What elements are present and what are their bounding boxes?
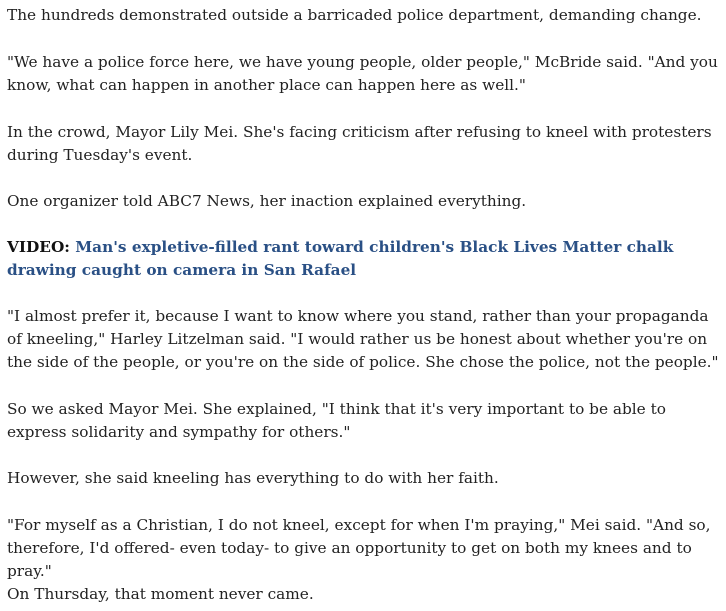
paragraph-organizer: One organizer told ABC7 News, her inaction explained everything. (7, 192, 527, 210)
video-related-link-paragraph (7, 236, 719, 282)
paragraph-faith: However, she said kneeling has everything to do with her faith. (7, 469, 499, 487)
paragraph-demonstration: The hundreds demonstrated outside a barricaded police department, demanding change. (7, 6, 702, 24)
video-related-link[interactable]: Man's expletive-filled rant toward children's Black Lives Matter chalk drawing caught on camera in San Rafael (7, 238, 674, 279)
paragraph-mcbride-quote: "We have a police force here, we have young people, older people," McBride said. "And you know, what can happen in another place can happen here as well." (7, 53, 718, 94)
paragraph-mayor-criticism: In the crowd, Mayor Lily Mei. She's facing criticism after refusing to kneel with protesters during Tuesday's event. (7, 123, 712, 164)
paragraph-mei-explanation: So we asked Mayor Mei. She explained, "I think that it's very important to be able to express solidarity and sympathy for others." (7, 400, 666, 441)
video-label: VIDEO: (7, 238, 70, 256)
paragraph-thursday: On Thursday, that moment never came. (7, 585, 314, 603)
paragraph-litzelman-quote: "I almost prefer it, because I want to know where you stand, rather than your propaganda of kneeling," Harley Litzelman said. "I would rather us be honest about whether you're on the side of the people, or you're on the side of police. She chose the police, not the people." (7, 307, 719, 371)
paragraph-mei-quote: "For myself as a Christian, I do not kneel, except for when I'm praying," Mei said. "And so, therefore, I'd offered- even today- to give an opportunity to get on both my knees and to pray." (7, 516, 711, 580)
